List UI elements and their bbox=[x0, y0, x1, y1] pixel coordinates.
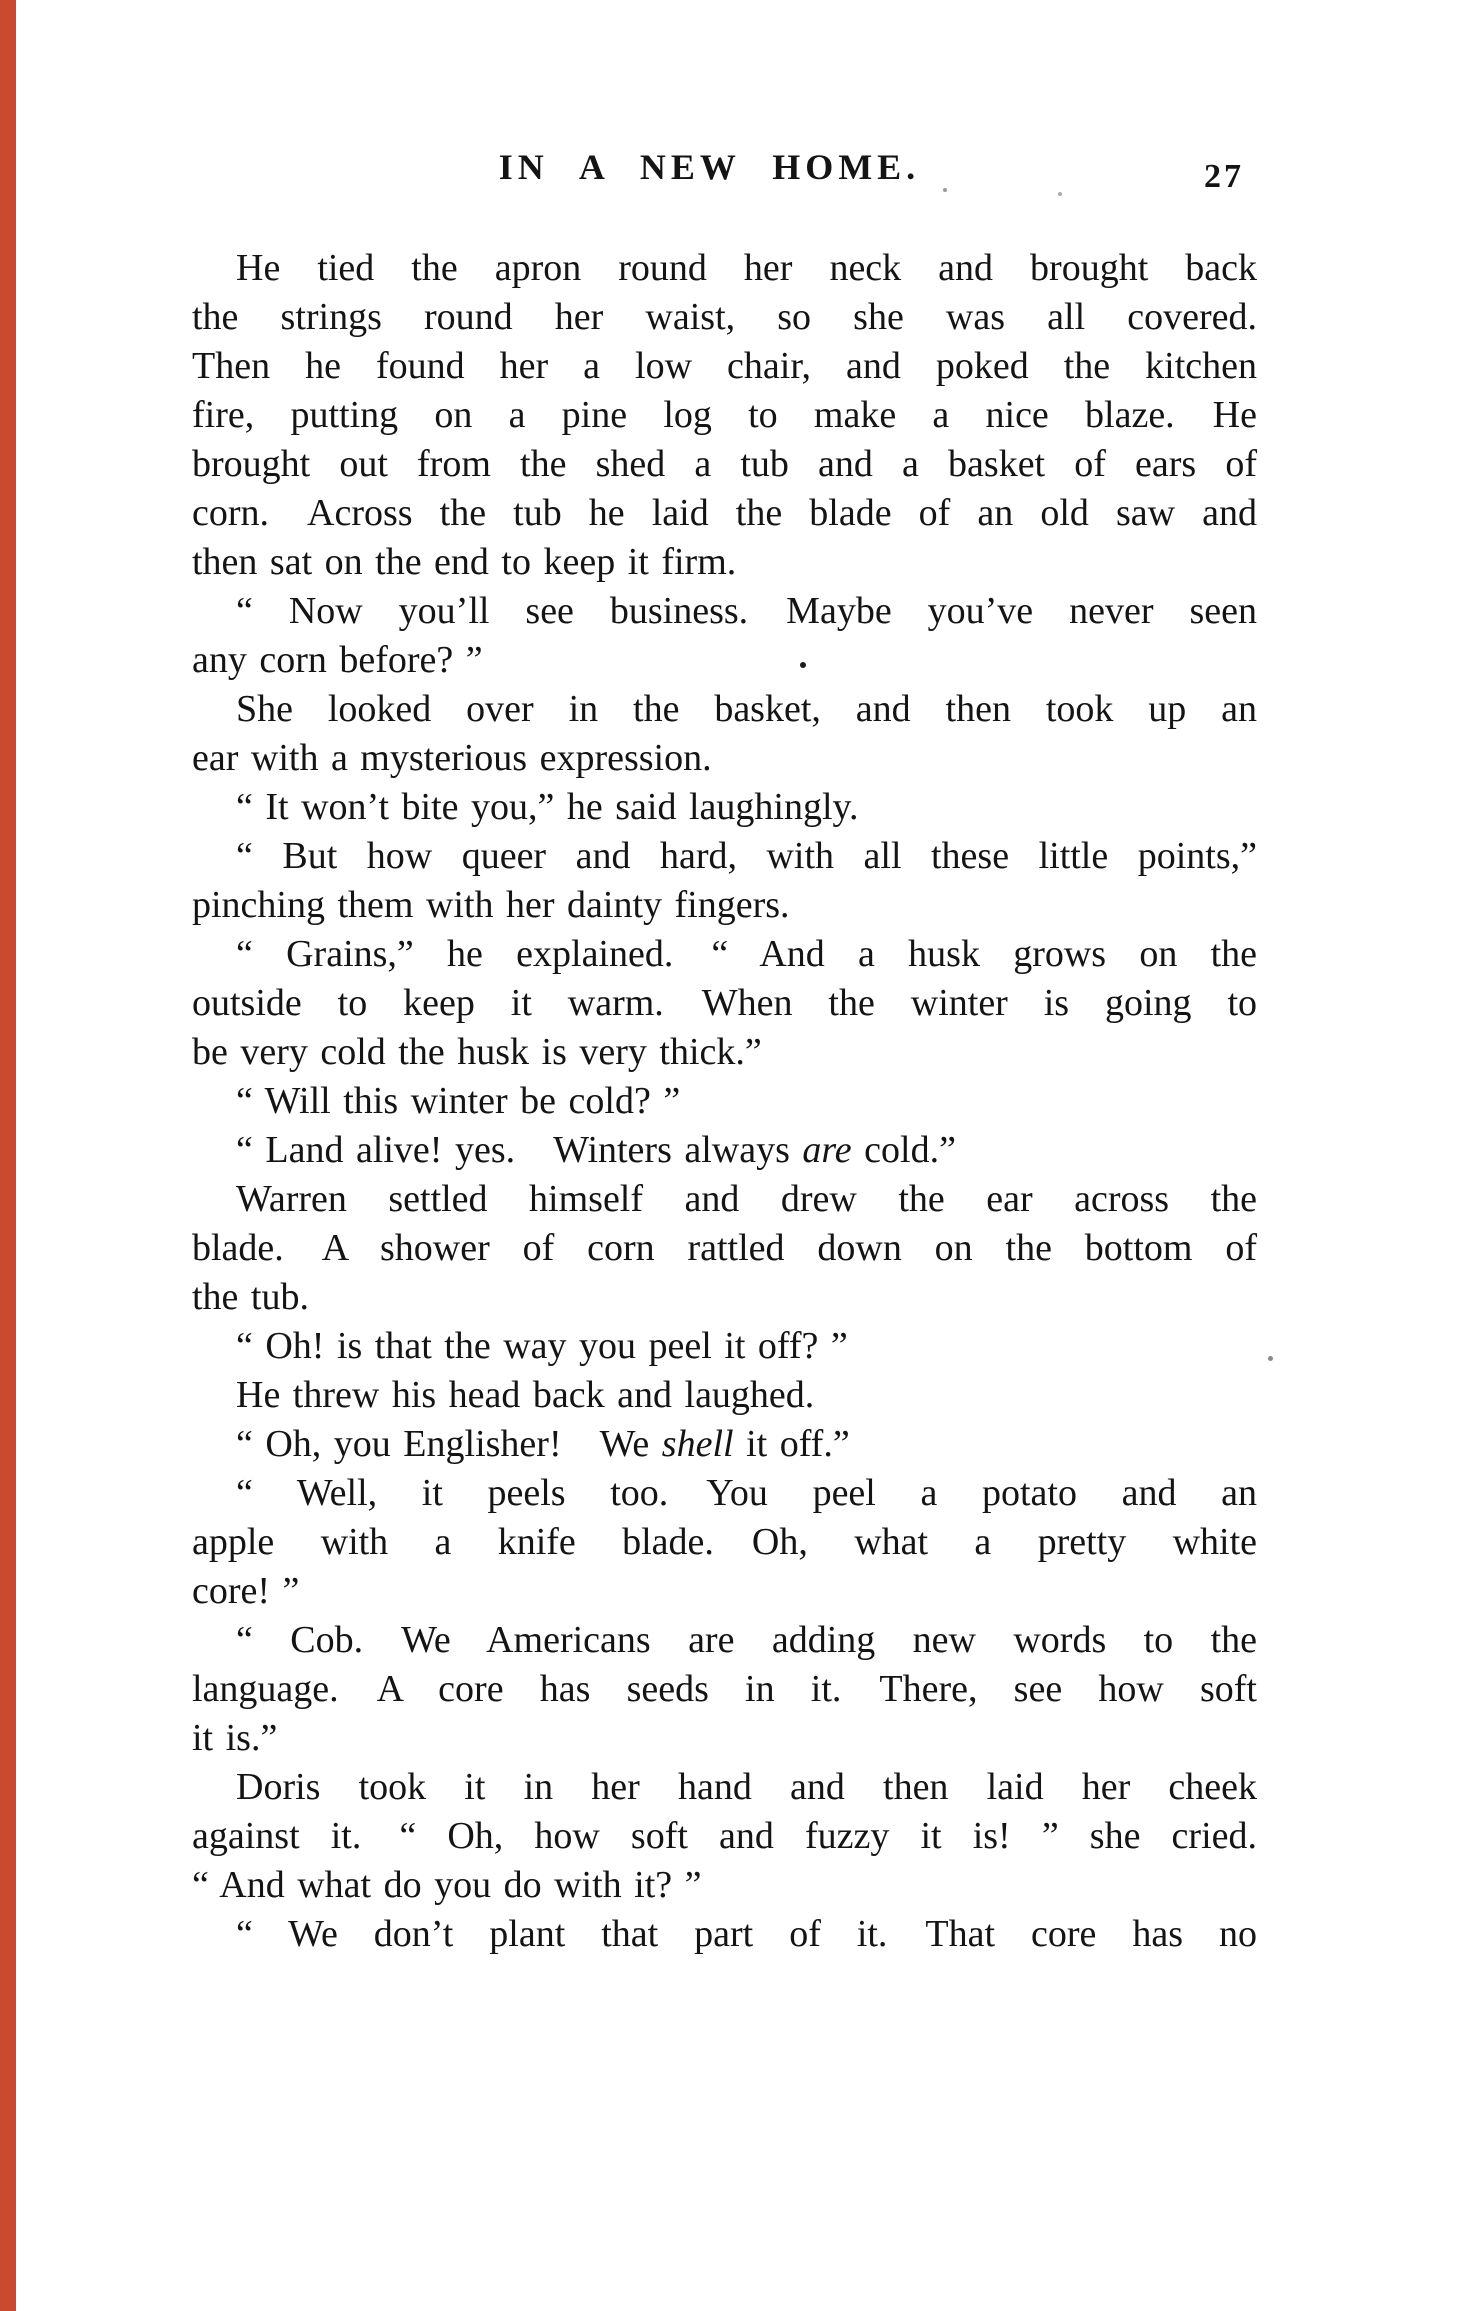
text-line: any corn before? ” bbox=[192, 639, 483, 681]
paragraph bbox=[192, 1322, 1257, 1371]
paragraph bbox=[192, 1126, 1257, 1175]
text-line: apple with a knife blade. Oh, what a pretty white bbox=[192, 1521, 1257, 1563]
running-title: IN A NEW HOME. bbox=[498, 147, 921, 187]
text-line: “ Will this winter be cold? ” bbox=[236, 1080, 681, 1122]
scan-edge-stripe bbox=[0, 0, 16, 2311]
text-line: Then he found her a low chair, and poked the kitchen bbox=[192, 345, 1257, 387]
text-line: the tub. bbox=[192, 1276, 309, 1318]
scan-speck bbox=[1268, 1356, 1273, 1361]
paragraph bbox=[192, 1469, 1257, 1616]
paragraph bbox=[192, 783, 1257, 832]
text-line: be very cold the husk is very thick.” bbox=[192, 1031, 762, 1073]
text-line: He tied the apron round her neck and brought back bbox=[236, 247, 1257, 289]
text-line: core! ” bbox=[192, 1570, 300, 1612]
text-line: against it. “ Oh, how soft and fuzzy it is! ” she cried. bbox=[192, 1815, 1257, 1857]
text-line: ear with a mysterious expression. bbox=[192, 737, 712, 779]
paragraph bbox=[192, 1175, 1257, 1322]
text-line: outside to keep it warm. When the winter is going to bbox=[192, 982, 1257, 1024]
text-line: “ And what do you do with it? ” bbox=[192, 1864, 702, 1906]
text-line: Warren settled himself and drew the ear across the bbox=[236, 1178, 1257, 1220]
paragraph bbox=[192, 1420, 1257, 1469]
paragraph bbox=[192, 1077, 1257, 1126]
scan-speck bbox=[800, 662, 806, 668]
text-line: “ Grains,” he explained. “ And a husk grows on the bbox=[236, 933, 1257, 975]
text-line: then sat on the end to keep it firm. bbox=[192, 541, 737, 583]
text-line: “ We don’t plant that part of it. That core has no bbox=[236, 1913, 1257, 1955]
text-line: it is.” bbox=[192, 1717, 278, 1759]
paragraph bbox=[192, 832, 1257, 930]
text-line: “ Well, it peels too. You peel a potato and an bbox=[236, 1472, 1257, 1514]
paragraph bbox=[192, 930, 1257, 1077]
text-line: fire, putting on a pine log to make a nice blaze. He bbox=[192, 394, 1257, 436]
text-line: blade. A shower of corn rattled down on the bottom of bbox=[192, 1227, 1257, 1269]
text-line: “ Land alive! yes. Winters always are cold.” bbox=[236, 1129, 956, 1171]
paragraph bbox=[192, 1910, 1257, 1959]
text-line: “ Cob. We Americans are adding new words to the bbox=[236, 1619, 1257, 1661]
text-line: brought out from the shed a tub and a basket of ears of bbox=[192, 443, 1257, 485]
paragraph bbox=[192, 1616, 1257, 1763]
scan-speck bbox=[943, 188, 947, 192]
paragraph bbox=[192, 685, 1257, 783]
text-line: He threw his head back and laughed. bbox=[236, 1374, 815, 1416]
text-line: language. A core has seeds in it. There, see how soft bbox=[192, 1668, 1257, 1710]
text-line: “ Oh, you Englisher! We shell it off.” bbox=[236, 1423, 850, 1465]
text-line: “ It won’t bite you,” he said laughingly. bbox=[236, 786, 859, 828]
page-number: 27 bbox=[1204, 158, 1244, 195]
text-line: Doris took it in her hand and then laid her cheek bbox=[236, 1766, 1257, 1808]
text-line: “ But how queer and hard, with all these little points,” bbox=[236, 835, 1257, 877]
paragraph bbox=[192, 244, 1257, 587]
text-line: the strings round her waist, so she was all covered. bbox=[192, 296, 1257, 338]
scan-speck bbox=[1058, 192, 1062, 196]
text-line: She looked over in the basket, and then took up an bbox=[236, 688, 1257, 730]
paragraph bbox=[192, 1371, 1257, 1420]
text-line: pinching them with her dainty fingers. bbox=[192, 884, 790, 926]
text-body bbox=[192, 244, 1257, 1959]
text-line: “ Now you’ll see business. Maybe you’ve never seen bbox=[236, 590, 1257, 632]
paragraph bbox=[192, 1763, 1257, 1910]
text-line: “ Oh! is that the way you peel it off? ” bbox=[236, 1325, 848, 1367]
text-line: corn. Across the tub he laid the blade of an old saw and bbox=[192, 492, 1257, 534]
paragraph bbox=[192, 587, 1257, 685]
